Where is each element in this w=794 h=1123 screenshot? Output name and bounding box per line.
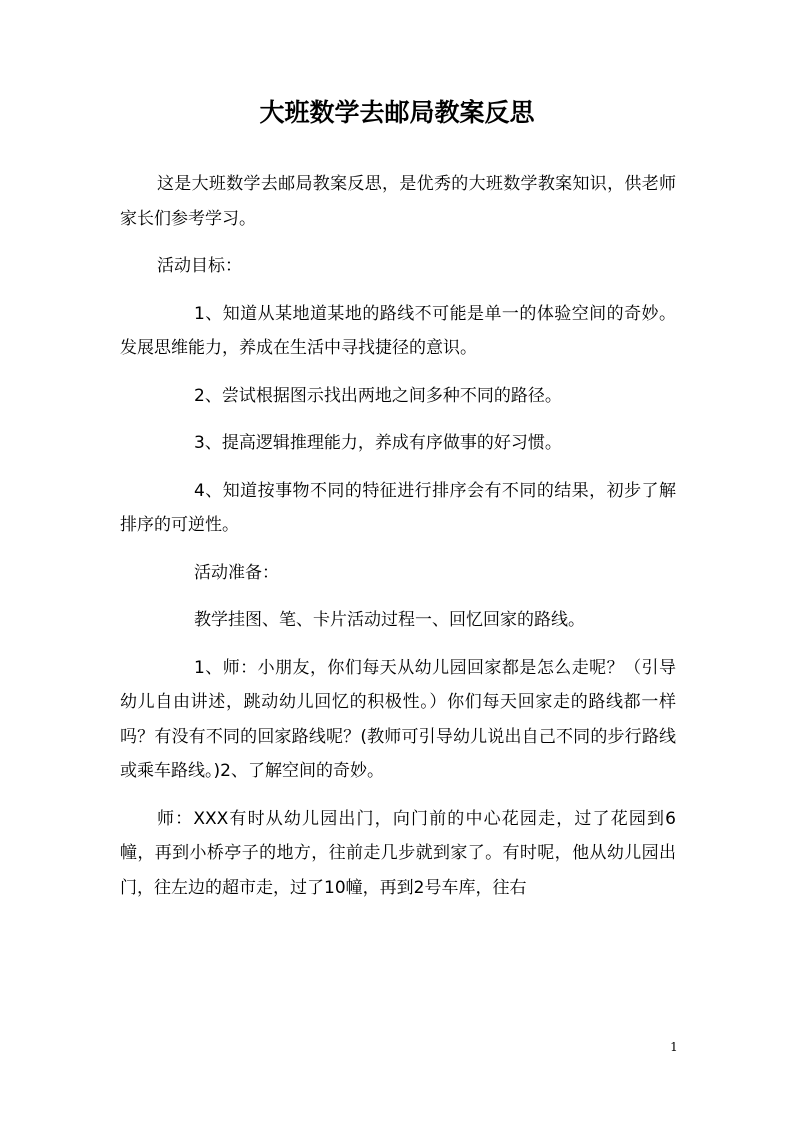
preparation-and-process-step-1: 教学挂图、笔、卡片活动过程一、回忆回家的路线。	[194, 610, 585, 630]
section-heading-preparation: 活动准备：	[194, 562, 279, 583]
objective-2: 2、尝试根据图示找出两地之间多种不同的路径。	[194, 385, 562, 406]
document-body	[120, 167, 676, 918]
document-title: 大班数学去邮局教案反思	[259, 98, 535, 127]
section-heading-objectives: 活动目标：	[157, 256, 242, 276]
intro-paragraph: 这是大班数学去邮局教案反思，是优秀的大班数学教案知识，供老师家长们参考学习。	[120, 174, 676, 229]
objective-4: 4、知道按事物不同的特征进行排序会有不同的结果，初步了解排序的可逆性。	[120, 480, 676, 535]
process-paragraph-2: 师：XXX有时从幼儿园出门，向门前的中心花园走，过了花园到6幢，再到小桥亭子的地方，往前走几步就到家了。有时呢，他从幼儿园出门，往左边的超市走，过了10幢，再到2号车库，往右	[120, 808, 676, 898]
process-paragraph-1: 1、师：小朋友，你们每天从幼儿园回家都是怎么走呢？（引导幼儿自由讲述，跳动幼儿回忆的积极性。）你们每天回家走的路线都一样吗？有没有不同的回家路线呢？(教师可引导幼儿说出自己不同的步行路线或乘车路线。)2、了解空间的奇妙。	[120, 657, 676, 781]
objective-3: 3、提高逻辑推理能力，养成有序做事的好习惯。	[194, 433, 562, 453]
objective-1: 1、知道从某地道某地的路线不可能是单一的体验空间的奇妙。发展思维能力，养成在生活中寻找捷径的意识。	[120, 303, 676, 358]
page-number: 1	[670, 1040, 678, 1054]
